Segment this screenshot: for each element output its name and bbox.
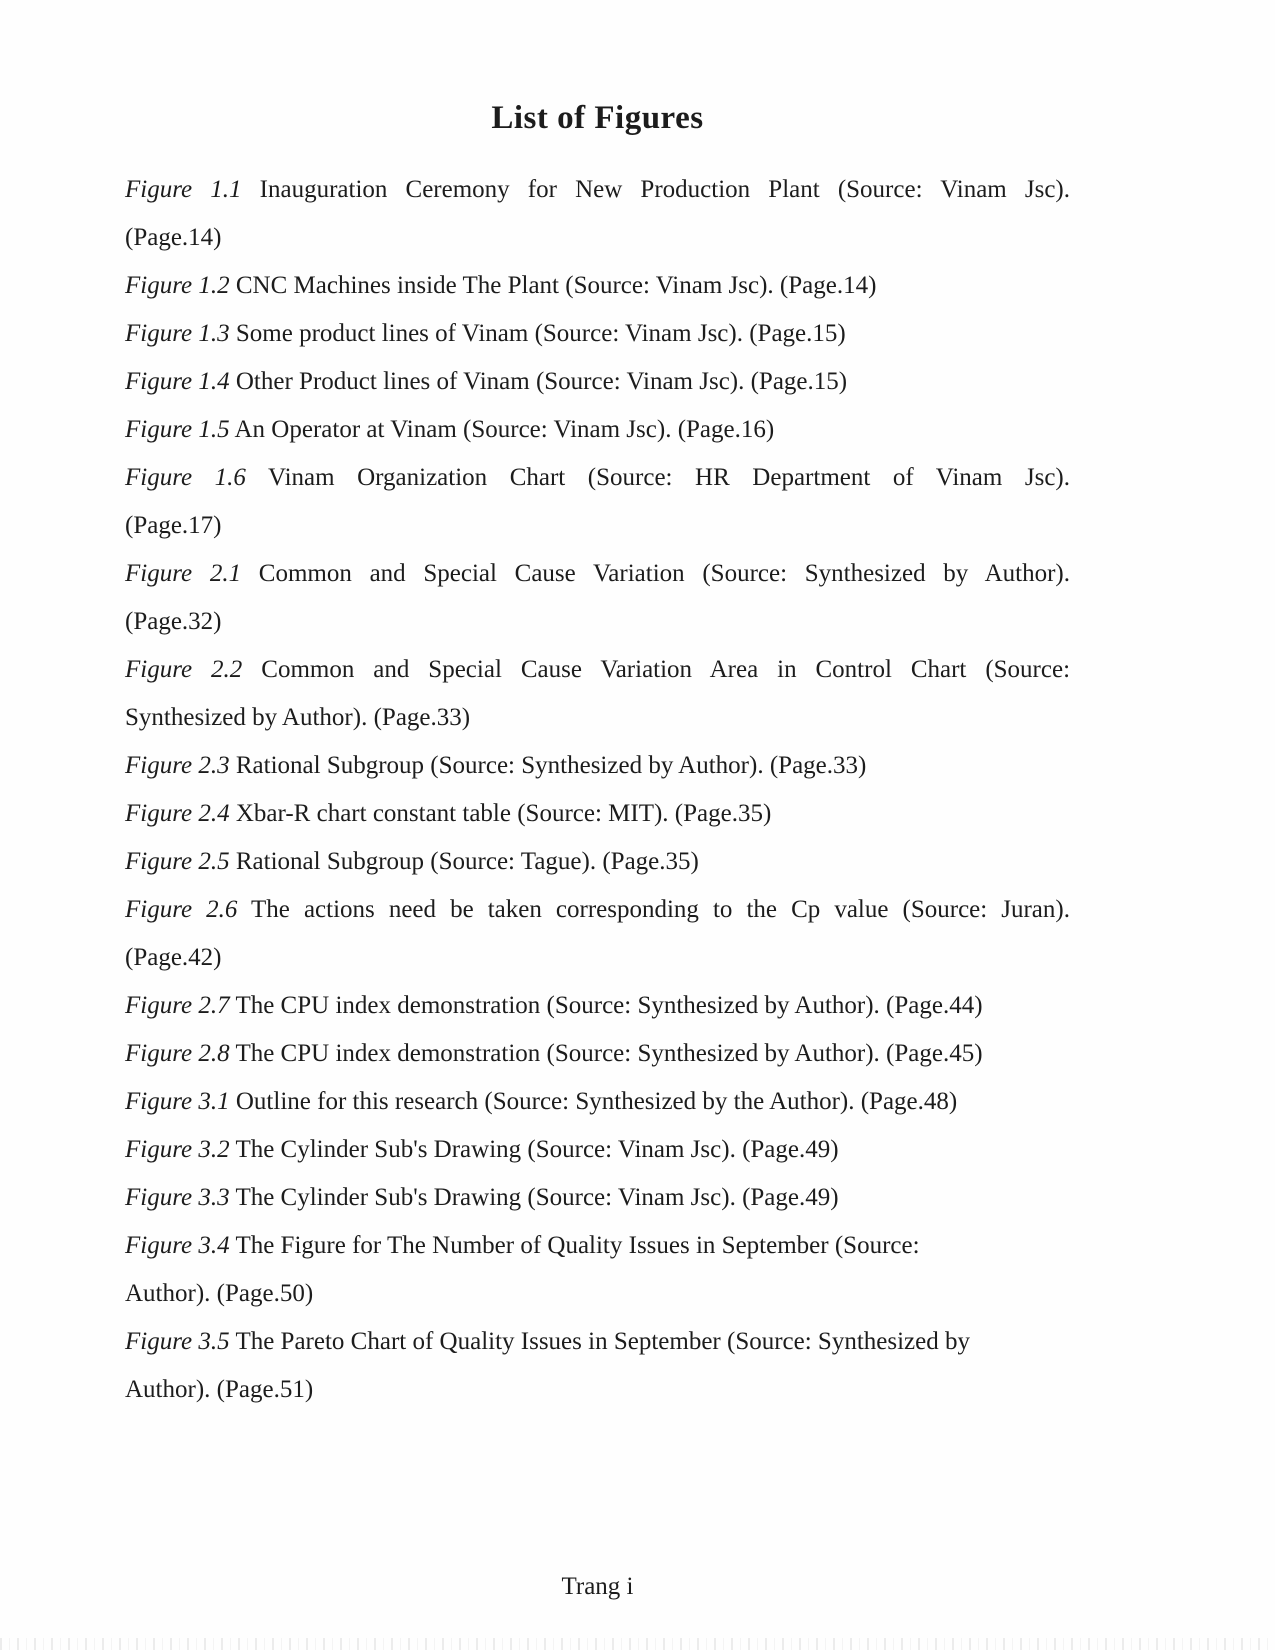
figure-caption-text: CNC Machines inside The Plant (Source: Vinam Jsc). (Page.14) — [235, 272, 877, 299]
figure-entry-line — [125, 1318, 1070, 1366]
figure-caption-continuation: (Page.17) — [125, 512, 222, 539]
figure-caption-text: The Cylinder Sub's Drawing (Source: Vinam Jsc). (Page.49) — [235, 1184, 839, 1211]
figure-entry — [125, 310, 1070, 358]
figure-caption-text: Outline for this research (Source: Synthesized by the Author). (Page.48) — [235, 1088, 958, 1115]
figure-caption-text: Other Product lines of Vinam (Source: Vinam Jsc). (Page.15) — [235, 368, 848, 395]
figure-caption-continuation: Author). (Page.50) — [125, 1280, 314, 1307]
figure-caption-continuation: Author). (Page.51) — [125, 1376, 314, 1403]
figure-entry-line — [125, 886, 1070, 934]
figure-caption-text: Inauguration Ceremony for New Production Plant (Source: Vinam Jsc). — [259, 176, 1071, 203]
figure-entry — [125, 982, 1070, 1030]
figure-label: Figure 3.5 — [125, 1328, 230, 1355]
figure-entry — [125, 454, 1070, 550]
figure-label: Figure 2.7 — [125, 992, 230, 1019]
figure-label: Figure 1.5 — [125, 416, 230, 443]
figure-entry-line — [125, 598, 1070, 646]
figure-entry — [125, 550, 1070, 646]
figure-entry — [125, 646, 1070, 742]
figure-entry-line — [125, 502, 1070, 550]
figure-caption-continuation: (Page.42) — [125, 944, 222, 971]
figure-caption-text: The CPU index demonstration (Source: Synthesized by Author). (Page.44) — [235, 992, 983, 1019]
figure-entry-line — [125, 982, 1070, 1030]
figure-label: Figure 3.1 — [125, 1088, 230, 1115]
figure-caption-text: Common and Special Cause Variation (Source: Synthesized by Author). — [258, 560, 1071, 587]
figure-label: Figure 1.1 — [125, 176, 242, 203]
figure-caption-text: Rational Subgroup (Source: Tague). (Page.35) — [235, 848, 699, 875]
figure-entry-line — [125, 1366, 1070, 1414]
figure-label: Figure 2.2 — [125, 656, 243, 683]
page-footer: Trang i — [561, 1573, 634, 1600]
figure-entry-line — [125, 1126, 1070, 1174]
figure-entry — [125, 406, 1070, 454]
figure-entry-line — [125, 262, 1070, 310]
figure-caption-continuation: Synthesized by Author). (Page.33) — [125, 704, 471, 731]
figure-label: Figure 1.4 — [125, 368, 230, 395]
figure-caption-text: The actions need be taken corresponding to the Cp value (Source: Juran). — [251, 896, 1070, 923]
figure-caption-text: Common and Special Cause Variation Area in Control Chart (Source: — [261, 656, 1071, 683]
figure-entry-line — [125, 838, 1070, 886]
figure-label: Figure 3.2 — [125, 1136, 230, 1163]
figure-entry — [125, 166, 1070, 262]
figure-entry-line — [125, 1222, 1070, 1270]
figure-entry — [125, 742, 1070, 790]
figure-caption-text: Xbar-R chart constant table (Source: MIT). (Page.35) — [235, 800, 772, 827]
figure-caption-text: An Operator at Vinam (Source: Vinam Jsc). (Page.16) — [234, 416, 775, 443]
figure-caption-text: Some product lines of Vinam (Source: Vinam Jsc). (Page.15) — [235, 320, 846, 347]
figure-entry — [125, 1126, 1070, 1174]
figure-label: Figure 2.6 — [125, 896, 238, 923]
figure-entry-line — [125, 1030, 1070, 1078]
figure-entry-line — [125, 1174, 1070, 1222]
figure-entry-line — [125, 166, 1070, 214]
figure-entry — [125, 358, 1070, 406]
figure-caption-text: The Pareto Chart of Quality Issues in September (Source: Synthesized by — [235, 1328, 970, 1355]
page-content — [125, 0, 1070, 1414]
figure-entry — [125, 1030, 1070, 1078]
scan-noise-band — [0, 1638, 1275, 1650]
figure-entry-line — [125, 310, 1070, 358]
figure-label: Figure 1.3 — [125, 320, 230, 347]
figure-entry-line — [125, 406, 1070, 454]
figure-label: Figure 3.4 — [125, 1232, 230, 1259]
figure-entry — [125, 1078, 1070, 1126]
figure-entry — [125, 790, 1070, 838]
figure-entry-line — [125, 646, 1070, 694]
figure-entry — [125, 1222, 1070, 1318]
figure-label: Figure 2.3 — [125, 752, 230, 779]
figure-entry-line — [125, 1270, 1070, 1318]
figure-caption-text: Vinam Organization Chart (Source: HR Department of Vinam Jsc). — [268, 464, 1070, 491]
figure-entry-line — [125, 694, 1070, 742]
figure-label: Figure 2.1 — [125, 560, 242, 587]
figure-caption-text: Rational Subgroup (Source: Synthesized by Author). (Page.33) — [235, 752, 867, 779]
figure-entry-line — [125, 790, 1070, 838]
figure-caption-text: The Cylinder Sub's Drawing (Source: Vinam Jsc). (Page.49) — [235, 1136, 839, 1163]
figure-label: Figure 2.5 — [125, 848, 230, 875]
figure-label: Figure 1.6 — [125, 464, 246, 491]
figure-entry-line — [125, 1078, 1070, 1126]
figure-entry-line — [125, 550, 1070, 598]
figure-entry-line — [125, 454, 1070, 502]
figure-caption-text: The Figure for The Number of Quality Issues in September (Source: — [235, 1232, 920, 1259]
figure-caption-text: The CPU index demonstration (Source: Synthesized by Author). (Page.45) — [235, 1040, 983, 1067]
page-title: List of Figures — [491, 100, 704, 136]
figure-caption-continuation: (Page.14) — [125, 224, 222, 251]
figure-entry-line — [125, 358, 1070, 406]
figure-entry-line — [125, 934, 1070, 982]
figure-label: Figure 3.3 — [125, 1184, 230, 1211]
figure-entry — [125, 1174, 1070, 1222]
figure-label: Figure 2.8 — [125, 1040, 230, 1067]
figure-entry — [125, 262, 1070, 310]
figure-entry — [125, 1318, 1070, 1414]
figure-entry — [125, 838, 1070, 886]
figure-entry — [125, 886, 1070, 982]
figure-label: Figure 2.4 — [125, 800, 230, 827]
figure-entry-line — [125, 214, 1070, 262]
figure-label: Figure 1.2 — [125, 272, 230, 299]
figure-list — [125, 166, 1070, 1414]
figure-entry-line — [125, 742, 1070, 790]
figure-caption-continuation: (Page.32) — [125, 608, 222, 635]
